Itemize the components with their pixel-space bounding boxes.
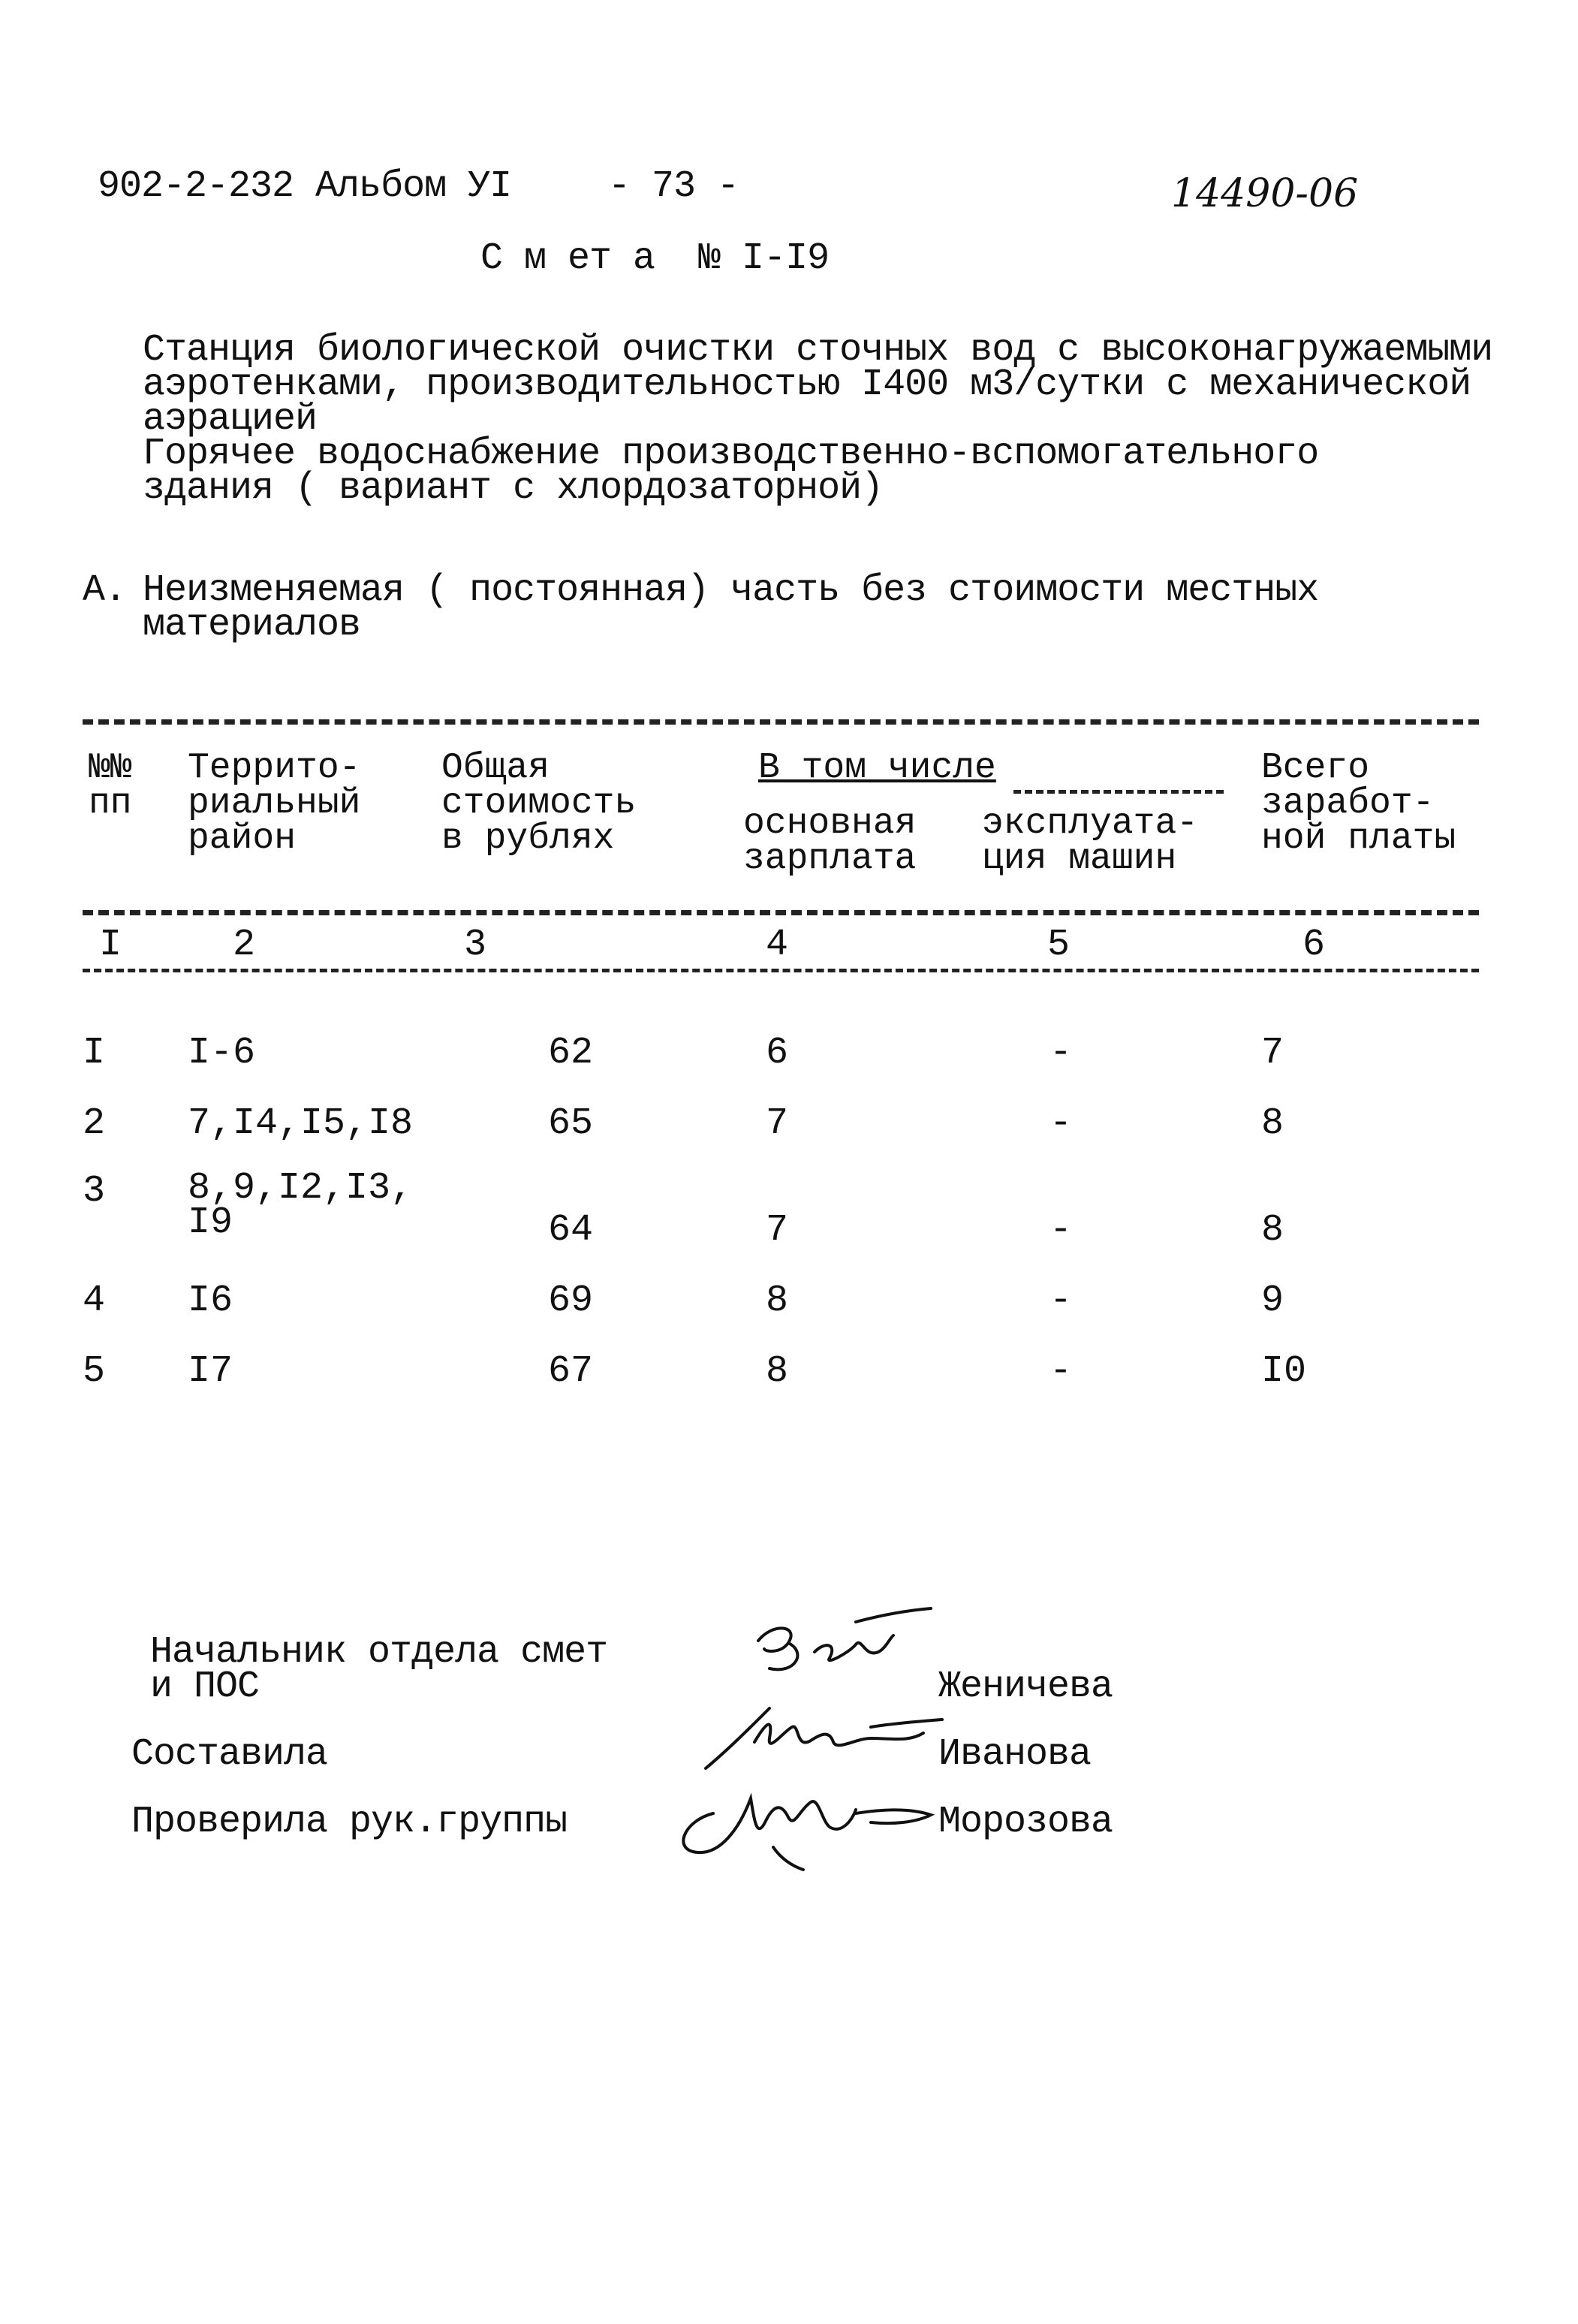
cell-salary: 6 [766,1032,789,1075]
description-line: аэротенками, производительностью I400 м3/сутки с механической [143,363,1471,406]
header-num: №№ пп [89,748,132,824]
cell-salary: 8 [766,1280,789,1322]
description-line: Горячее водоснабжение производственно-вспомогательного [143,433,1319,475]
header-total: Общая стоимость в рублях [441,748,637,859]
cell-total: 64 [548,1209,594,1252]
description-line: Станция биологической очистки сточных вод с высоконагружаемыми [143,329,1493,372]
inventory-number: 14490-06 [1171,171,1359,216]
cell-salary: 7 [766,1209,789,1252]
cell-wages: 8 [1261,1209,1284,1252]
cell-num: 3 [83,1170,106,1213]
header-machines: эксплуата- ция машин [982,803,1199,879]
cell-district: 8,9,I2,I3, I9 [188,1167,414,1244]
handwritten-signature-2 [698,1697,946,1780]
header-salary: основная зарплата [743,803,917,879]
cell-total: 65 [548,1102,594,1145]
cell-num: 5 [83,1350,106,1393]
cell-district: 7,I4,I5,I8 [188,1102,414,1145]
cell-wages: I0 [1261,1350,1307,1393]
cell-wages: 9 [1261,1280,1284,1322]
cell-district: I6 [188,1280,233,1322]
cell-num: 4 [83,1280,106,1322]
cell-num: 2 [83,1102,106,1145]
cell-num: I [83,1032,106,1075]
cell-total: 69 [548,1280,594,1322]
cell-machines: - [1049,1280,1073,1322]
header-group: В том числе [758,748,996,788]
signature-role: Проверила рук.группы [131,1801,568,1843]
section-title: Неизменяемая ( постоянная) часть без стоимости местных [143,569,1319,612]
cell-machines: - [1049,1102,1073,1145]
header-wages: Всего заработ- ной платы [1261,748,1456,859]
cell-district: I-6 [188,1032,256,1075]
header-district: Террито- риальный район [188,748,361,859]
cell-salary: 8 [766,1350,789,1393]
handwritten-signature-3 [668,1768,946,1873]
handwritten-signature-1 [743,1599,938,1689]
col-number: 4 [766,924,789,966]
description-line: аэрацией [143,398,318,441]
cell-wages: 7 [1261,1032,1284,1075]
cell-district: I7 [188,1350,233,1393]
col-number: 3 [464,924,487,966]
description-line: здания ( вариант с хлордозаторной) [143,467,884,510]
cell-machines: - [1049,1032,1073,1075]
table-top-rule [83,719,1479,725]
cell-machines: - [1049,1350,1073,1393]
group-rule [1013,790,1224,794]
signature-role: Составила [131,1733,328,1776]
header-bottom-rule [83,910,1479,915]
page-number: - 73 - [608,165,739,208]
col-number-rule [83,969,1479,972]
col-number: 5 [1047,924,1071,966]
signature-name: Морозова [938,1801,1113,1843]
signature-name: Женичева [938,1665,1113,1708]
doc-code: 902-2-232 Альбом УI [98,165,512,208]
section-letter: А. [83,569,127,612]
signature-name: Иванова [938,1733,1092,1776]
col-number: I [99,924,122,966]
col-number: 6 [1302,924,1326,966]
cell-wages: 8 [1261,1102,1284,1145]
cell-machines: - [1049,1209,1073,1252]
cell-total: 62 [548,1032,594,1075]
cell-salary: 7 [766,1102,789,1145]
cell-total: 67 [548,1350,594,1393]
signature-role: Начальник отдела смет и ПОС [150,1631,608,1708]
col-number: 2 [233,924,256,966]
estimate-title: С м ет а № I-I9 [480,237,830,280]
section-title-cont: материалов [143,604,361,647]
